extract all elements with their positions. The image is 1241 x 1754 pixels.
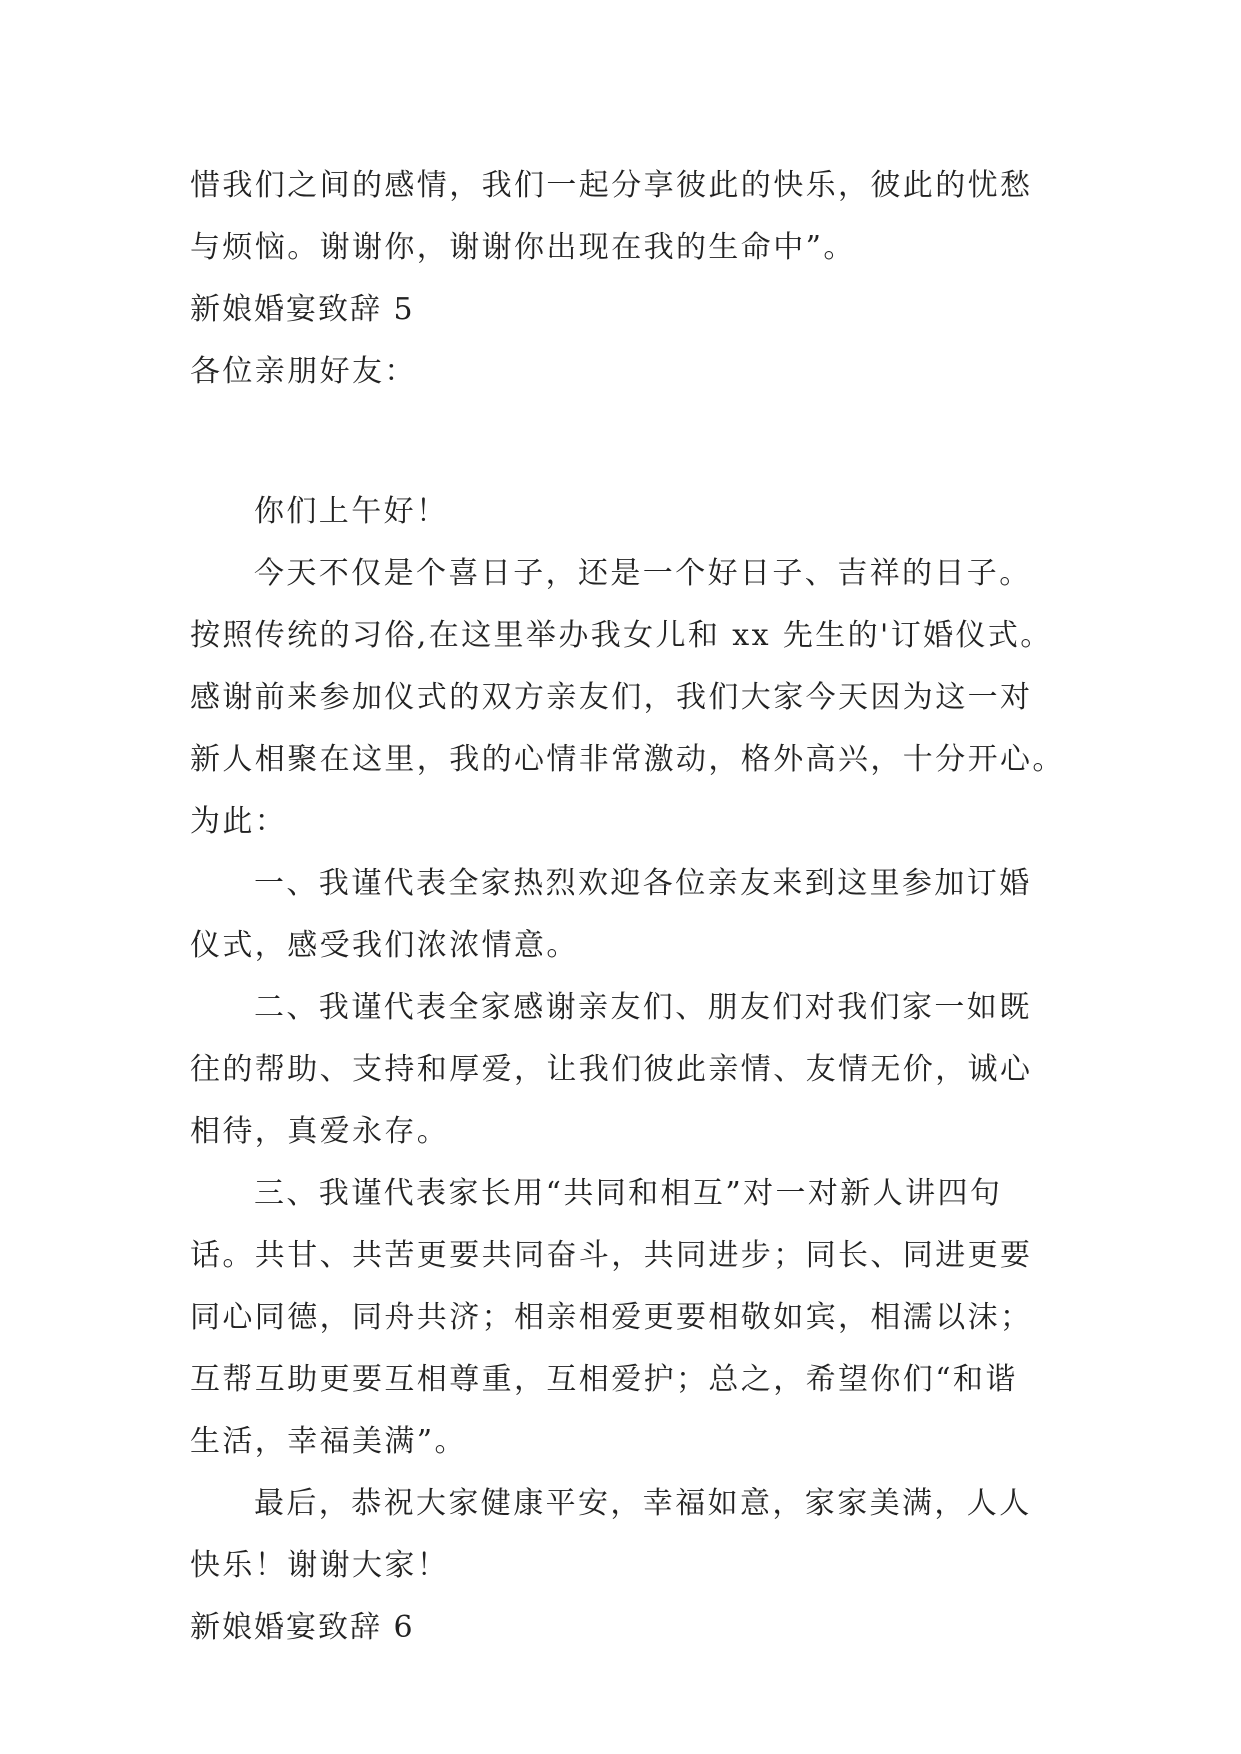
paragraph-3 [190,977,1060,1163]
text-line: 生活，幸福美满”。 [190,1424,467,1459]
text-line: 同心同德，同舟共济；相亲相爱更要相敬如宾，相濡以沫； [190,1300,1033,1335]
text-line: 最后，恭祝大家健康平安，幸福如意，家家美满，人人 [254,1486,1032,1521]
section-6-heading [190,1597,1060,1659]
text-line: 二、我谨代表全家感谢亲友们、朋友们对我们家一如既 [254,990,1032,1025]
text-line: 三、我谨代表家长用“共同和相互”对一对新人讲四句 [254,1176,1003,1211]
text-line: 按照传统的习俗,在这里举办我女儿和 xx 先生的'订婚仪式。 [190,618,1053,653]
fragment-paragraph [190,155,1060,279]
text-line: 与烦恼。谢谢你，谢谢你出现在我的生命中”。 [190,230,856,265]
section-title: 新娘婚宴致辞 5 [190,292,415,327]
text-line: 相待，真爱永存。 [190,1114,450,1149]
salutation: 各位亲朋好友： [190,354,417,389]
text-line: 话。共甘、共苦更要共同奋斗，共同进步；同长、同进更要 [190,1238,1033,1273]
paragraph-4 [190,1163,1060,1473]
greeting: 你们上午好！ [254,494,449,529]
document-body [190,155,1065,1659]
text-line: 今天不仅是个喜日子，还是一个好日子、吉祥的日子。 [254,556,1032,591]
paragraph-5 [190,1473,1060,1597]
text-line: 感谢前来参加仪式的双方亲友们，我们大家今天因为这一对 [190,680,1033,715]
text-line: 仪式，感受我们浓浓情意。 [190,928,579,963]
text-line: 互帮互助更要互相尊重，互相爱护；总之，希望你们“和谐 [190,1362,1018,1397]
blank-spacer [190,403,1060,481]
text-line: 为此： [190,804,288,839]
section-title: 新娘婚宴致辞 6 [190,1610,415,1645]
section-5-heading [190,279,1060,341]
paragraph-2 [190,853,1060,977]
text-line: 一、我谨代表全家热烈欢迎各位亲友来到这里参加订婚 [254,866,1032,901]
paragraph-1 [190,543,1065,853]
text-line: 往的帮助、支持和厚爱，让我们彼此亲情、友情无价，诚心 [190,1052,1033,1087]
text-line: 新人相聚在这里，我的心情非常激动，格外高兴，十分开心。 [190,742,1065,777]
text-line: 快乐！谢谢大家！ [190,1548,450,1583]
text-line: 惜我们之间的感情，我们一起分享彼此的快乐，彼此的忧愁 [190,168,1033,203]
